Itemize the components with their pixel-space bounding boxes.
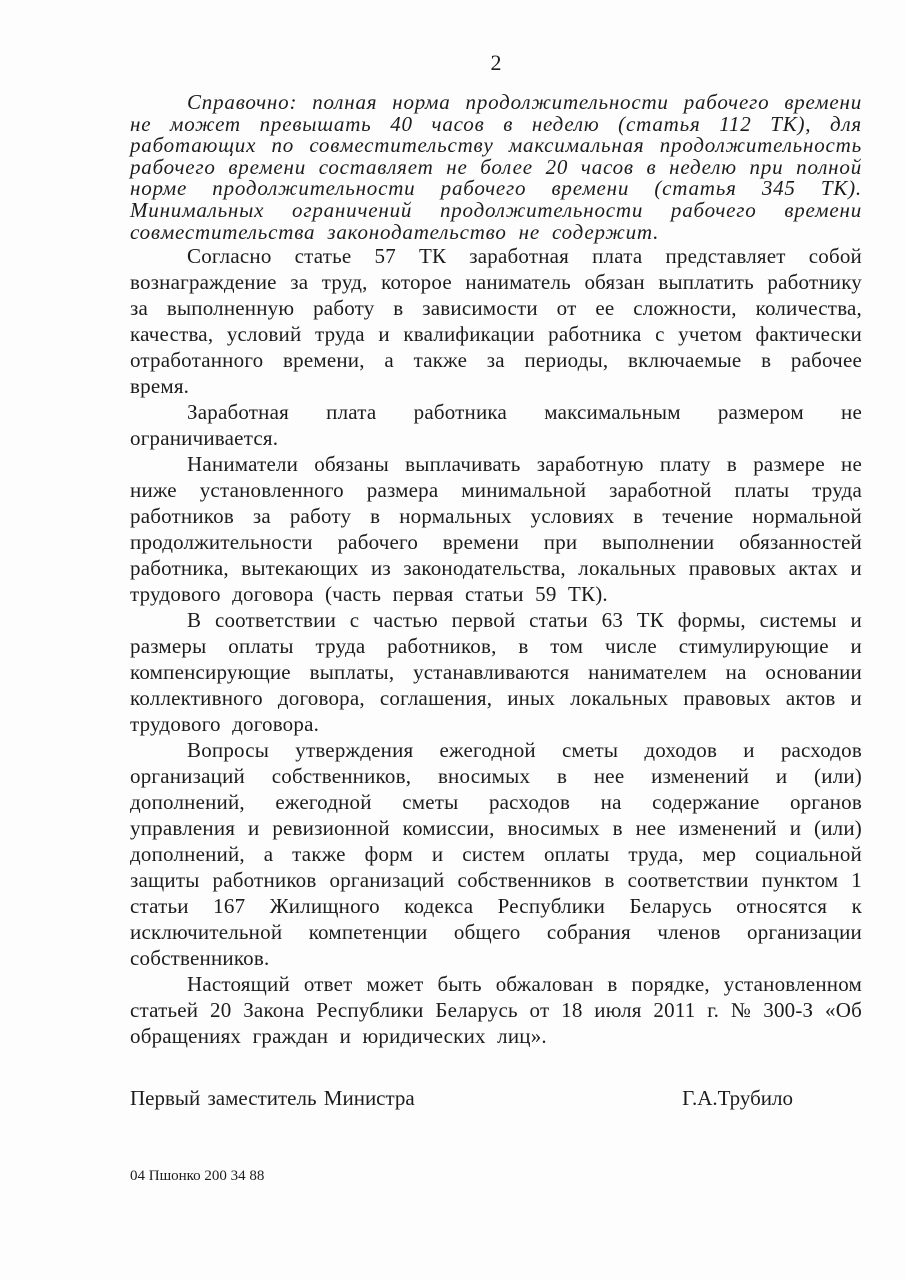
document-body [130, 92, 862, 1185]
paragraph-employer-obligation: Наниматели обязаны выплачивать заработную плату в размере не ниже установленного размера минимальной заработной платы труда работников за работу в нормальных условиях в течение нормальной продолжительности рабочего времени при выполнении обязанностей работника, вытекающих из законодательства, локальных правовых актах и трудового договора (часть первая статьи 59 ТК). [130, 452, 862, 607]
signatory-name: Г.А.Трубило [682, 1086, 793, 1111]
paragraph-budget-approval: Вопросы утверждения ежегодной сметы доходов и расходов организаций собственников, вносимых в нее изменений и (или) дополнений, ежегодной сметы расходов на содержание органов управления и ревизионной комиссии, вносимых в нее изменений и (или) дополнений, а также форм и систем оплаты труда, мер социальной защиты работников организаций собственников в соответствии пунктом 1 статьи 167 Жилищного кодекса Республики Беларусь относятся к исключительной компетенции общего собрания членов организации собственников. [130, 738, 862, 971]
paragraph-article-57: Согласно статье 57 ТК заработная плата представляет собой вознаграждение за труд, которое наниматель обязан выплатить работнику за выполненную работу в зависимости от ее сложности, количества, качества, условий труда и квалификации работника с учетом фактически отработанного времени, а также за периоды, включаемые в рабочее время. [130, 244, 862, 399]
executor-note: 04 Пшонко 200 34 88 [130, 1168, 265, 1185]
paragraph-salary-no-max: Заработная плата работника максимальным размером не ограничивается. [130, 400, 862, 451]
signature-row [130, 1085, 862, 1111]
signatory-title: Первый заместитель Министра [130, 1086, 415, 1111]
paragraph-reference-note: Справочно: полная норма продолжительности рабочего времени не может превышать 40 часов в неделю (статья 112 ТК), для работающих по совместительству максимальная продолжительность рабочего времени составляет не более 20 часов в неделю при полной норме продолжительности рабочего времени (статья 345 ТК). Минимальных ограничений продолжительности рабочего времени совместительства законодательство не содержит. [130, 90, 862, 244]
paragraph-appeal-procedure: Настоящий ответ может быть обжалован в порядке, установленном статьей 20 Закона Республики Беларусь от 18 июля 2011 г. № 300-З «Об обращениях граждан и юридических лиц». [130, 972, 862, 1049]
paragraph-article-63: В соответствии с частью первой статьи 63 ТК формы, системы и размеры оплаты труда работников, в том числе стимулирующие и компенсирующие выплаты, устанавливаются нанимателем на основании коллективного договора, соглашения, иных локальных правовых актов и трудового договора. [130, 608, 862, 737]
page-number: 2 [490, 50, 502, 75]
